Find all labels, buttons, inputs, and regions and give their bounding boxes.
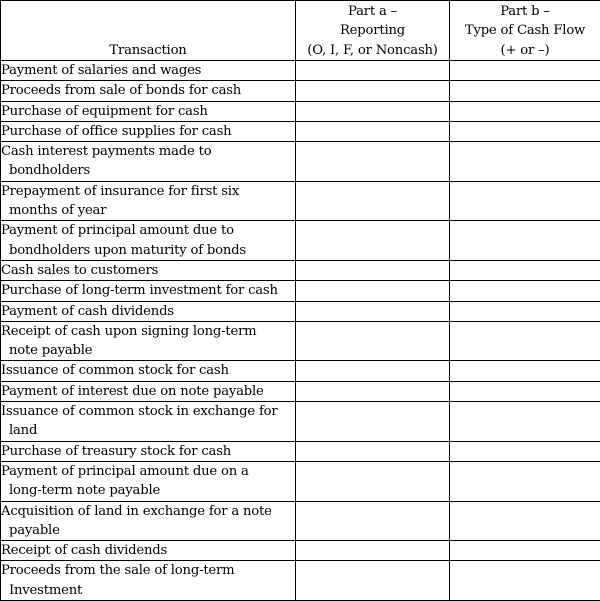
transaction-text-continued: bondholders bbox=[1, 161, 295, 180]
part-b-header-line-3: (+ or –) bbox=[450, 41, 600, 60]
part-b-answer-cell[interactable] bbox=[450, 402, 600, 442]
part-b-answer-cell[interactable] bbox=[450, 81, 600, 101]
part-a-answer-cell[interactable] bbox=[296, 461, 450, 501]
table-row bbox=[1, 101, 600, 121]
transaction-text: Payment of interest due on note payable bbox=[1, 382, 295, 401]
table-row bbox=[1, 561, 600, 601]
part-b-answer-cell[interactable] bbox=[450, 361, 600, 381]
part-b-answer-cell[interactable] bbox=[450, 461, 600, 501]
transaction-text-continued: land bbox=[1, 421, 295, 440]
part-a-answer-cell[interactable] bbox=[296, 321, 450, 361]
part-b-answer-cell[interactable] bbox=[450, 142, 600, 182]
part-a-answer-cell[interactable] bbox=[296, 181, 450, 221]
part-a-answer-cell[interactable] bbox=[296, 81, 450, 101]
table-row bbox=[1, 321, 600, 361]
part-b-answer-cell[interactable] bbox=[450, 321, 600, 361]
transaction-text: Cash sales to customers bbox=[1, 261, 295, 280]
table-row bbox=[1, 142, 600, 182]
part-b-answer-cell[interactable] bbox=[450, 301, 600, 321]
part-a-answer-cell[interactable] bbox=[296, 501, 450, 541]
transaction-cell bbox=[1, 61, 296, 81]
transaction-cell bbox=[1, 121, 296, 141]
transaction-text: Purchase of office supplies for cash bbox=[1, 122, 295, 141]
part-a-answer-cell[interactable] bbox=[296, 221, 450, 261]
transaction-text: Issuance of common stock in exchange for bbox=[1, 402, 295, 421]
transaction-text: Proceeds from sale of bonds for cash bbox=[1, 81, 295, 100]
part-a-answer-cell[interactable] bbox=[296, 361, 450, 381]
transaction-text-continued: long-term note payable bbox=[1, 481, 295, 500]
part-a-answer-cell[interactable] bbox=[296, 142, 450, 182]
part-a-answer-cell[interactable] bbox=[296, 541, 450, 561]
part-a-answer-cell[interactable] bbox=[296, 101, 450, 121]
part-b-answer-cell[interactable] bbox=[450, 541, 600, 561]
part-b-answer-cell[interactable] bbox=[450, 181, 600, 221]
transaction-text: Payment of cash dividends bbox=[1, 302, 295, 321]
table-row bbox=[1, 381, 600, 401]
transaction-cell bbox=[1, 281, 296, 301]
transaction-header-label: Transaction bbox=[1, 41, 295, 60]
transaction-text: Receipt of cash dividends bbox=[1, 541, 295, 560]
table-row bbox=[1, 301, 600, 321]
table-row bbox=[1, 221, 600, 261]
table-row bbox=[1, 281, 600, 301]
transaction-cell bbox=[1, 381, 296, 401]
transaction-cell bbox=[1, 142, 296, 182]
part-b-answer-cell[interactable] bbox=[450, 121, 600, 141]
transaction-text: Payment of principal amount due on a bbox=[1, 462, 295, 481]
part-b-answer-cell[interactable] bbox=[450, 561, 600, 601]
part-a-answer-cell[interactable] bbox=[296, 301, 450, 321]
transaction-text: Payment of principal amount due to bbox=[1, 221, 295, 240]
transaction-text-continued: bondholders upon maturity of bonds bbox=[1, 241, 295, 260]
transaction-cell bbox=[1, 181, 296, 221]
transaction-cell bbox=[1, 301, 296, 321]
header-row bbox=[1, 1, 600, 61]
table-row bbox=[1, 441, 600, 461]
part-b-answer-cell[interactable] bbox=[450, 281, 600, 301]
part-b-answer-cell[interactable] bbox=[450, 260, 600, 280]
transaction-text-continued: months of year bbox=[1, 201, 295, 220]
part-a-answer-cell[interactable] bbox=[296, 381, 450, 401]
transaction-text: Cash interest payments made to bbox=[1, 142, 295, 161]
transaction-cell bbox=[1, 541, 296, 561]
part-b-answer-cell[interactable] bbox=[450, 101, 600, 121]
table-row bbox=[1, 61, 600, 81]
transaction-text: Payment of salaries and wages bbox=[1, 61, 295, 80]
part-b-answer-cell[interactable] bbox=[450, 61, 600, 81]
table-row bbox=[1, 541, 600, 561]
part-a-answer-cell[interactable] bbox=[296, 281, 450, 301]
transaction-cell bbox=[1, 101, 296, 121]
transaction-cell bbox=[1, 441, 296, 461]
transaction-text: Receipt of cash upon signing long-term bbox=[1, 322, 295, 341]
table-row bbox=[1, 361, 600, 381]
part-a-header-line-2: Reporting bbox=[296, 21, 449, 40]
part-a-answer-cell[interactable] bbox=[296, 121, 450, 141]
part-b-answer-cell[interactable] bbox=[450, 381, 600, 401]
part-a-column-header bbox=[296, 1, 450, 61]
table-row bbox=[1, 260, 600, 280]
transaction-cell bbox=[1, 81, 296, 101]
transaction-text: Purchase of long-term investment for cash bbox=[1, 281, 295, 300]
part-a-answer-cell[interactable] bbox=[296, 441, 450, 461]
table-row bbox=[1, 121, 600, 141]
transaction-text: Prepayment of insurance for first six bbox=[1, 182, 295, 201]
part-a-answer-cell[interactable] bbox=[296, 61, 450, 81]
part-a-answer-cell[interactable] bbox=[296, 561, 450, 601]
transaction-cell bbox=[1, 321, 296, 361]
transaction-text: Proceeds from the sale of long-term bbox=[1, 561, 295, 580]
table-row bbox=[1, 461, 600, 501]
transaction-text: Acquisition of land in exchange for a note bbox=[1, 502, 295, 521]
transaction-cell bbox=[1, 361, 296, 381]
part-b-column-header bbox=[450, 1, 600, 61]
transaction-cell bbox=[1, 260, 296, 280]
transaction-text: Purchase of treasury stock for cash bbox=[1, 442, 295, 461]
transaction-text: Issuance of common stock for cash bbox=[1, 361, 295, 380]
table-row bbox=[1, 402, 600, 442]
part-b-answer-cell[interactable] bbox=[450, 441, 600, 461]
transaction-text-continued: Investment bbox=[1, 581, 295, 600]
transaction-cell bbox=[1, 221, 296, 261]
transaction-text: Purchase of equipment for cash bbox=[1, 102, 295, 121]
part-a-header-line-1: Part a – bbox=[296, 2, 449, 21]
part-a-answer-cell[interactable] bbox=[296, 402, 450, 442]
part-a-answer-cell[interactable] bbox=[296, 260, 450, 280]
table-row bbox=[1, 501, 600, 541]
part-b-header-line-2: Type of Cash Flow bbox=[450, 21, 600, 40]
transaction-cell bbox=[1, 402, 296, 442]
part-b-answer-cell[interactable] bbox=[450, 221, 600, 261]
part-b-answer-cell[interactable] bbox=[450, 501, 600, 541]
part-b-header-line-1: Part b – bbox=[450, 2, 600, 21]
table-body bbox=[1, 61, 600, 601]
transaction-cell bbox=[1, 461, 296, 501]
transaction-cell bbox=[1, 561, 296, 601]
transaction-text-continued: note payable bbox=[1, 341, 295, 360]
transaction-column-header bbox=[1, 1, 296, 61]
transaction-text-continued: payable bbox=[1, 521, 295, 540]
table-row bbox=[1, 181, 600, 221]
part-a-header-line-3: (O, I, F, or Noncash) bbox=[296, 41, 449, 60]
table-row bbox=[1, 81, 600, 101]
transaction-cell bbox=[1, 501, 296, 541]
